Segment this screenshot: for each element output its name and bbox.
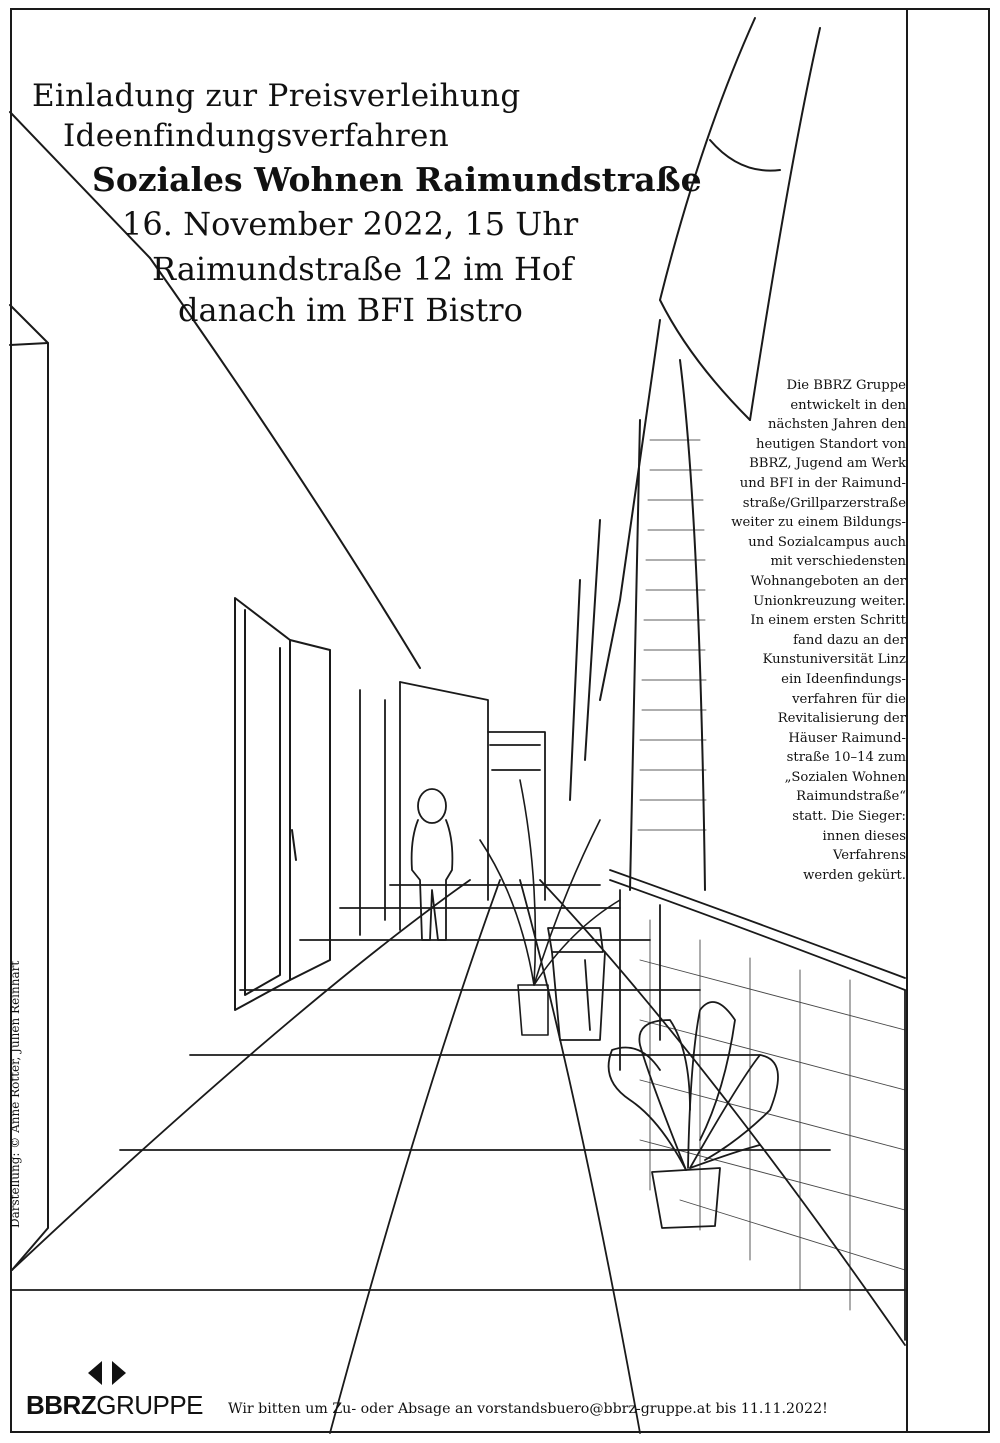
description-line: mit verschiedensten — [770, 554, 906, 570]
event-venue: Raimundstraße 12 im Hof — [152, 250, 573, 288]
rsvp-note: Wir bitten um Zu- oder Absage an vorstandsbuero@bbrz-gruppe.at bis 11.11.2022! — [228, 1401, 828, 1417]
description-line: ein Ideenfindungs- — [781, 671, 906, 687]
bbrz-logo-icon — [26, 1356, 216, 1390]
procedure-name: Ideenfindungsverfahren — [63, 118, 449, 154]
description-line: straße/Grillparzerstraße — [742, 495, 906, 511]
invitation-line: Einladung zur Preisverleihung — [32, 78, 521, 114]
description-line: BBRZ, Jugend am Werk — [749, 456, 906, 472]
description-line: und BFI in der Raimund- — [739, 475, 906, 491]
description-line: straße 10–14 zum — [786, 750, 906, 766]
description-line: werden gekürt. — [803, 867, 906, 883]
logo-regular: GRUPPE — [96, 1390, 204, 1420]
description-line: Unionkreuzung weiter. — [753, 593, 906, 609]
description-line: „Sozialen Wohnen — [784, 769, 906, 785]
event-after: danach im BFI Bistro — [178, 291, 523, 329]
railing-grid — [640, 920, 905, 1310]
description-line: Wohnangeboten an der — [750, 573, 906, 589]
description-line: Raimundstraße“ — [796, 789, 906, 805]
description-line: Die BBRZ Gruppe — [786, 378, 906, 393]
potted-plant — [609, 1002, 778, 1228]
description-line: Verfahrens — [832, 848, 906, 864]
description-line: entwickelt in den — [790, 397, 906, 413]
description-line: Revitalisierung der — [777, 711, 906, 727]
floor-tiles — [12, 880, 905, 1433]
railing — [610, 870, 905, 1340]
corridor-walls — [330, 650, 545, 960]
description-line: Häuser Raimund- — [788, 730, 906, 746]
event-date: 16. November 2022, 15 Uhr — [122, 205, 579, 243]
logo-wordmark — [26, 1390, 203, 1421]
event-title: Soziales Wohnen Raimundstraße — [92, 160, 702, 199]
description-line: In einem ersten Schritt — [750, 613, 906, 629]
bbrz-logo — [26, 1356, 216, 1426]
description-line: Kunstuniversität Linz — [762, 652, 906, 668]
description-line: heutigen Standort von — [756, 436, 906, 452]
description-line: innen dieses — [822, 828, 906, 844]
description-line: weiter zu einem Bildungs- — [731, 515, 906, 531]
description-paragraph — [672, 376, 906, 885]
illustration-credit: Darstellung: © Anne Rotter, Julien Reinhart — [8, 960, 22, 1228]
description-line: verfahren für die — [792, 691, 906, 707]
logo-bold: BBRZ — [26, 1390, 97, 1420]
description-line: und Sozialcampus auch — [748, 534, 906, 550]
description-line: fand dazu an der — [793, 632, 906, 648]
description-line: statt. Die Sieger: — [792, 809, 906, 825]
description-line: nächsten Jahren den — [768, 417, 906, 433]
left-door — [235, 598, 330, 1010]
